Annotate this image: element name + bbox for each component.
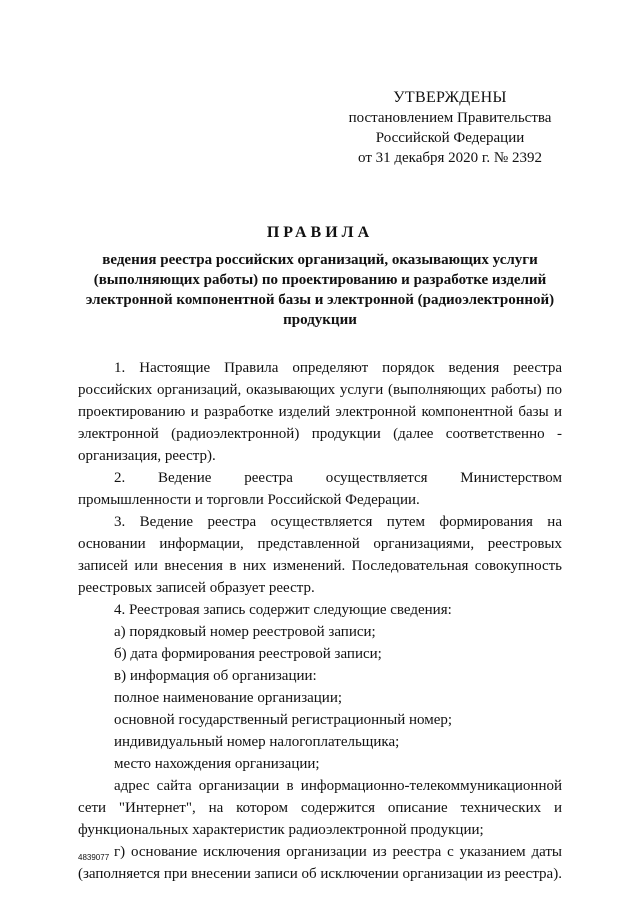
approval-date-line: от 31 декабря 2020 г. № 2392 <box>358 150 542 166</box>
paragraph-4: 4. Реестровая запись содержит следующие сведения: <box>114 602 452 618</box>
approval-line: Российской Федерации <box>375 130 525 146</box>
document-subtitle: ведения реестра российских организаций, оказывающих услуги (выполняющих работы) по проектированию и разработке изделий электронной компонентной базы и электронной (радиоэлектронной) продукции <box>85 252 555 328</box>
approval-line: постановлением Правительства <box>348 110 552 126</box>
paragraph-1: 1. Настоящие Правила определяют порядок ведения реестра российских организаций, оказывающих услуги (выполняющих работы) по проектированию и разработке изделий электронной компонентной базы и электронной (радиоэлектронной) продукции (далее соответственно - организация, реестр). <box>78 360 562 464</box>
paragraph-3: 3. Ведение реестра осуществляется путем формирования на основании информации, представленной организациями, реестровых записей или внесения в них изменений. Последовательная совокупность реестровых записей образует реестр. <box>78 514 562 596</box>
list-subitem: полное наименование организации; <box>114 690 343 706</box>
list-subitem: основной государственный регистрационный номер; <box>114 712 453 728</box>
list-subitem: индивидуальный номер налогоплательщика; <box>114 734 400 750</box>
approval-block <box>330 88 570 168</box>
list-subitem: место нахождения организации; <box>114 756 320 772</box>
list-item-g: г) основание исключения организации из реестра с указанием даты (заполняется при внесении записи об исключении организации из реестра). <box>78 844 562 882</box>
document-title: ПРАВИЛА <box>266 224 374 241</box>
list-item-v: в) информация об организации: <box>114 668 317 684</box>
list-subitem-website: адрес сайта организации в информационно-телекоммуникационной сети "Интернет", на котором содержится описание технических и функциональных характеристик радиоэлектронной продукции; <box>78 778 562 838</box>
document-body <box>78 357 562 885</box>
list-item-a: а) порядковый номер реестровой записи; <box>114 624 376 640</box>
document-code: 4839077 <box>78 853 110 862</box>
approval-heading: УТВЕРЖДЕНЫ <box>393 89 507 106</box>
list-item-b: б) дата формирования реестровой записи; <box>114 646 382 662</box>
paragraph-2: 2. Ведение реестра осуществляется Министерством промышленности и торговли Российской Федерации. <box>78 470 562 508</box>
